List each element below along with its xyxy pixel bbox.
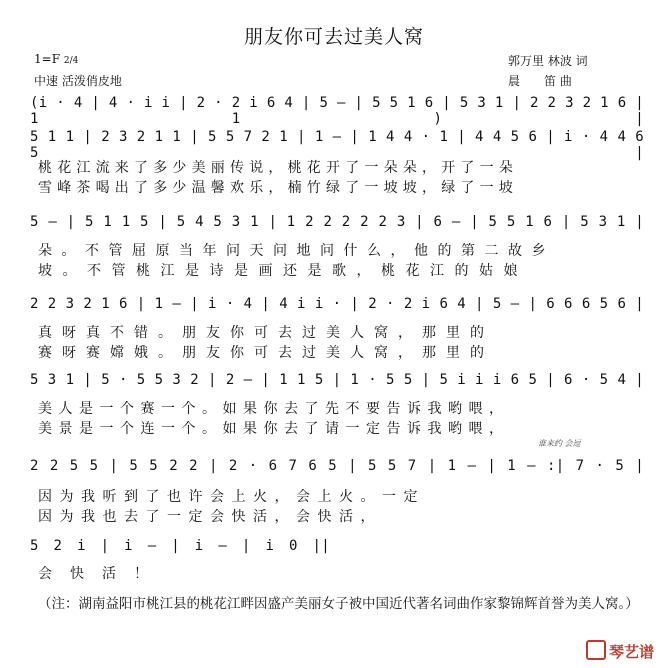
lyric-line-3: 朵。不管屈原当年问天问地问什么，他的第二故乡: [38, 243, 555, 259]
handwritten-annotation: 谁来约 会逗: [538, 439, 581, 448]
lyric-line-4: 坡。不管桃江是诗是画还是歌，桃花江的姑娘: [38, 263, 528, 279]
notation-line-3: [30, 212, 644, 238]
notation-line-2: [30, 127, 644, 161]
notation-line-5: [30, 370, 644, 396]
logo-text: 琴艺谱: [608, 643, 654, 661]
measure-notes: (i · 4 | 4 · i i | 2 · 2 i 6 4 | 5 – | 5 5 1 6 | 5 3 1 | 2 2 3 2 1 6 | 1 1 ) |: [30, 95, 644, 127]
notation-line-7: [30, 536, 330, 562]
measure-notes: 5 3 1 | 5 · 5 5 3 2 | 2 – | 1 1 5 | 1 · 5 5 | 5 i i i 6 5 | 6 · 5 4 |: [30, 372, 644, 388]
measure-notes: 5 – | 5 1 1 5 | 5 4 5 3 1 | 1 2 2 2 2 2 3 | 6 – | 5 5 1 6 | 5 3 1 |: [30, 214, 644, 230]
notation-line-6: [30, 456, 644, 482]
song-title: 朋友你可去过美人窝: [243, 26, 424, 48]
lyric-line-2: 雪峰茶喝出了多少温馨欢乐，楠竹绿了一坡坡，绿了一坡: [38, 180, 518, 196]
footnote: （注：湖南益阳市桃江县的桃花江畔因盛产美丽女子被中国近代著名词曲作家黎锦辉首誉为美人窝。）: [38, 596, 639, 612]
time-signature: 2/4: [63, 56, 79, 66]
lyric-line-1: 桃花江流来了多少美丽传说，桃花开了一朵朵，开了一朵: [38, 160, 518, 176]
tempo-marking: 中速 活泼俏皮地: [34, 74, 122, 88]
notation-line-4: [30, 294, 644, 320]
lyric-line-7: 美人是一个赛一个。如果你去了先不要告诉我哟喂，: [38, 401, 510, 417]
key-signature: [34, 52, 78, 66]
lyric-line-6: 赛呀赛嫦娥。朋友你可去过美人窝，那里的: [38, 345, 494, 361]
measure-notes: 2 2 3 2 1 6 | 1 – | i · 4 | 4 i i · | 2 · 2 i 6 4 | 5 – | 6 6 6 5 6 |: [30, 296, 644, 312]
measure-notes: 5 1 1 | 2 3 2 1 1 | 5 5 7 2 1 | 1 – | 1 4 4 · 1 | 4 4 5 6 | i · 4 4 6 5 |: [30, 129, 644, 161]
lyricist-credit: 郭万里 林波 词: [508, 54, 588, 68]
measure-notes: 5 2 i | i – | i – | i 0 ||: [30, 538, 330, 554]
lyric-line-10: 因为我也去了一定会快活，会快活，: [38, 509, 382, 525]
measure-notes: 2 2 5 5 | 5 5 2 2 | 2 · 6 7 6 5 | 5 5 7 | 1 – | 1 – :| 7 · 5 |: [30, 458, 644, 474]
composer-credit: 晨 笛 曲: [508, 74, 572, 88]
notation-line-1: [30, 93, 644, 127]
key-label: 1=F: [34, 52, 61, 66]
lyric-line-5: 真呀真不错。朋友你可去过美人窝，那里的: [38, 325, 494, 341]
lyric-line-11: 会快活！: [38, 566, 166, 582]
lyric-line-9: 因为我听到了也许会上火，会上火。一定: [38, 489, 425, 505]
logo-icon: [586, 640, 606, 660]
lyric-line-8: 美景是一个连一个。如果你去了请一定告诉我哟喂，: [38, 421, 510, 437]
site-logo: [586, 640, 654, 662]
